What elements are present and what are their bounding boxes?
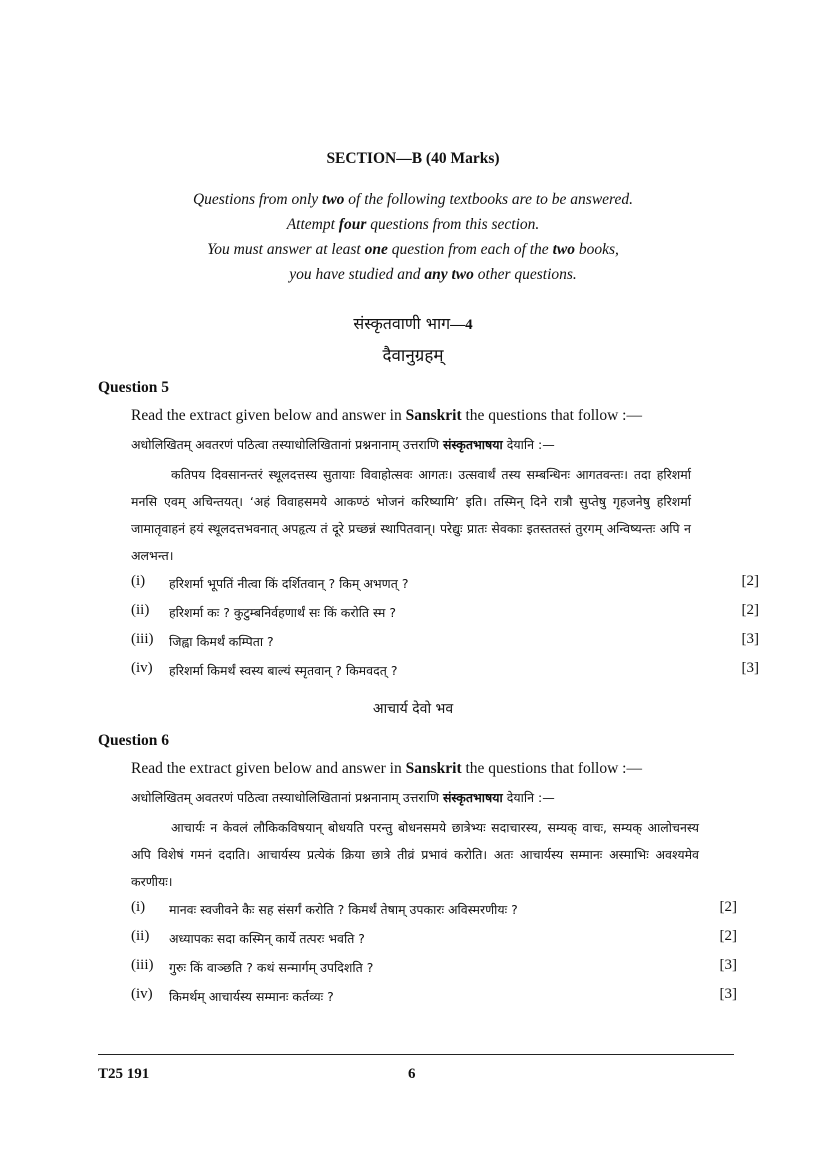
instruction-line-2: Attempt four questions from this section. [286,216,540,233]
instruction-line-3: You must answer at least one question from each of the two books, [207,241,619,258]
question-6-extract: आचार्यः न केवलं लौकिकविषयान् बोधयति परन्तु बोधनसमये छात्रेभ्यः सदाचारस्य, सम्यक् वाचः, सम्यक् आलोचनस्य अपि विशेषं गमनं ददाति। आचार्यस्य प्रत्येकं क्रिया छात्रे तीव्रं प्रभावं करोति। अतः आचार्यस्य सम्मानः अस्माभिः अवश्यमेव करणीयः। [131,820,699,889]
chapter-title-2: आचार्य देवो भव [372,701,454,717]
question-5-sanskrit-instruction: अधोलिखितम् अवतरणं पठित्वा तस्याधोलिखितानां प्रश्ननानाम् उत्तराणि संस्कृतभाषया देयानि :— [131,437,555,452]
question-6-sanskrit-instruction: अधोलिखितम् अवतरणं पठित्वा तस्याधोलिखितानां प्रश्ननानाम् उत्तराणि संस्कृतभाषया देयानि :— [131,790,555,805]
question-6-heading: Question 6 [98,732,170,749]
section-title: SECTION—B (40 Marks) [326,150,500,167]
chapter-title-1: दैवानुग्रहम् [382,346,444,366]
question-5-extract: कतिपय दिवसानन्तरं स्थूलदत्तस्य सुतायाः विवाहोत्सवः आगतः। उत्सवार्थं तस्य सम्बन्धिनः आगतवन्तः। तदा हरिशर्मा मनसि एवम् अचिन्तयत्। ‘अहं विवाहसमये आकण्ठं भोजनं करिष्यामि’ इति। तस्मिन् दिने रात्रौ सुप्तेषु गृहजनेषु हरिशर्मा जामातृवाहनं हयं स्थूलदत्तभवनात् अपहृत्य तं दूरे प्रच्छन्नं स्थापितवान्। परेद्युः प्रातः सेवकाः इतस्ततस्तं तुरगम् अन्विष्यन्तः अपि न अलभन्त। [131,467,691,563]
question-6-item: (ii) अध्यापकः सदा कस्मिन् कार्ये तत्परः भवति ? [2] [131,928,737,946]
question-6-item: (i) मानवः स्वजीवने कैः सह संसर्गं करोति ? किमर्थं तेषाम् उपकारः अविस्मरणीयः ? [2] [131,899,737,917]
question-6-item: (iv) किमर्थम् आचार्यस्य सम्मानः कर्तव्यः ? [3] [131,986,737,1004]
question-5-instruction: Read the extract given below and answer in Sanskrit the questions that follow :— [131,407,642,424]
paper-code: T25 191 [98,1066,150,1082]
question-6-instruction: Read the extract given below and answer in Sanskrit the questions that follow :— [131,760,642,777]
question-5-item: (ii) हरिशर्मा कः ? कुटुम्बनिर्वहणार्थं सः किं करोति स्म ? [2] [131,602,759,620]
book-title: संस्कृतवाणी भाग—4 [353,314,473,333]
question-5-item: (iii) जिह्वा किमर्थं कम्पिता ? [3] [131,631,759,649]
question-5-item: (iv) हरिशर्मा किमर्थं स्वस्य बाल्यं स्मृतवान् ? किमवदत् ? [3] [131,660,759,678]
question-6-item: (iii) गुरुः किं वाञ्छति ? कथं सन्मार्गम् उपदिशति ? [3] [131,957,737,975]
instruction-line-4: you have studied and any two other questions. [289,266,577,283]
page-number: 6 [408,1066,416,1082]
question-5-item: (i) हरिशर्मा भूपतिं नीत्वा किं दर्शितवान् ? किम् अभणत् ? [2] [131,573,759,591]
footer-divider [98,1054,734,1055]
question-5-heading: Question 5 [98,379,170,396]
instruction-line-1: Questions from only two of the following textbooks are to be answered. [192,191,633,208]
